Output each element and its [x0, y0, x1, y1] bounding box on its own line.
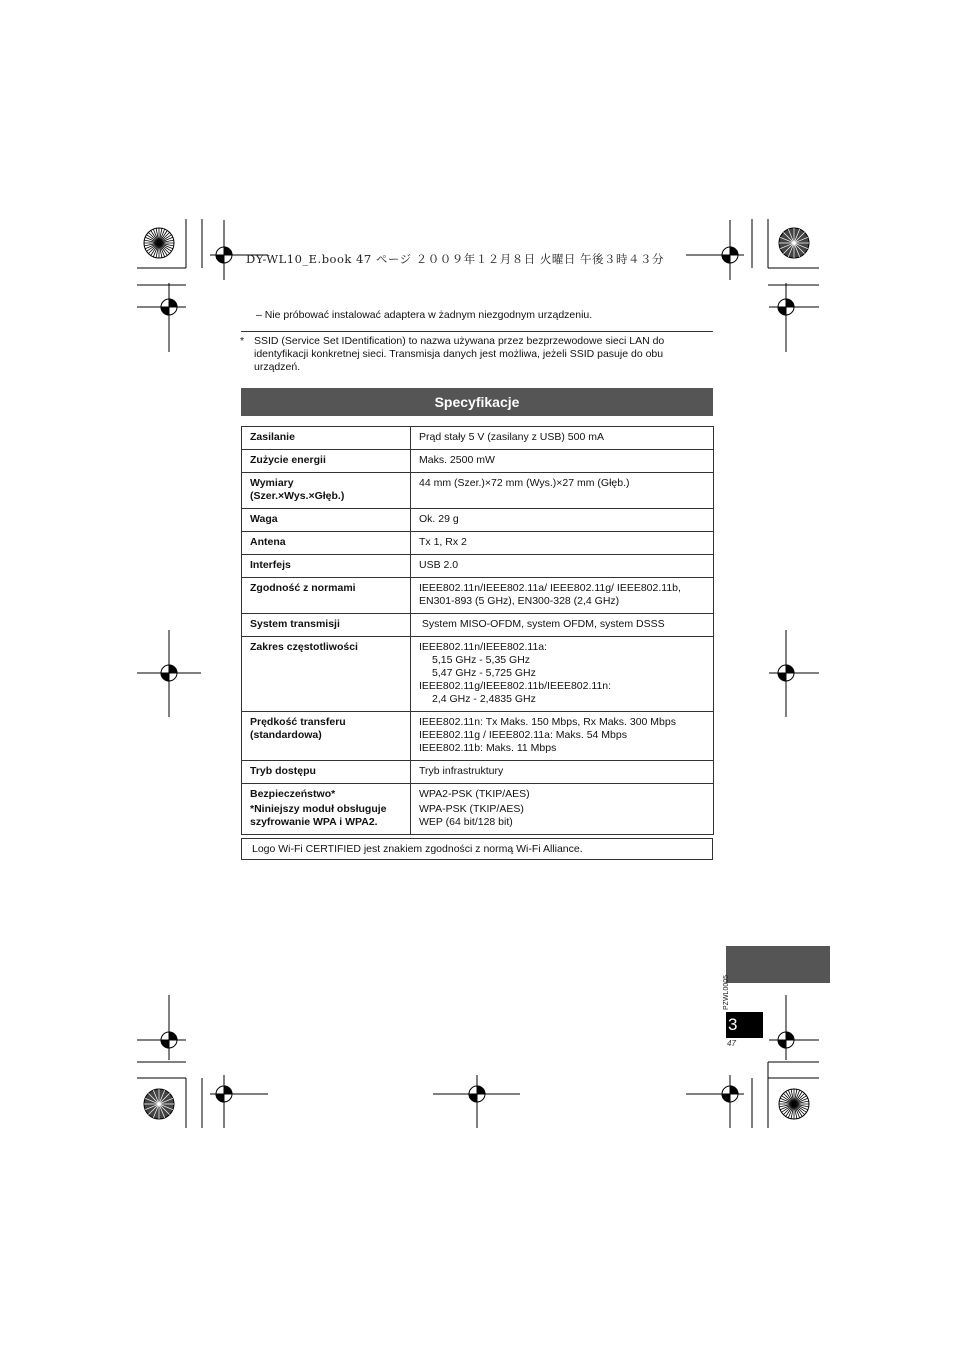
spec-value-cell	[411, 637, 714, 712]
spec-value-line: 2,4 GHz - 2,4835 GHz	[432, 693, 536, 705]
spec-label-sub: (standardowa)	[250, 729, 322, 741]
spec-value-line: IEEE802.11g/IEEE802.11b/IEEE802.11n:	[419, 680, 612, 692]
spec-value-line: IEEE802.11b: Maks. 11 Mbps	[419, 742, 557, 754]
side-tab-block	[726, 946, 830, 983]
spec-value-line: IEEE802.11g / IEEE802.11a: Maks. 54 Mbps	[419, 729, 627, 741]
spec-label: Tryb dostępu	[242, 761, 411, 784]
spec-label: Zasilanie	[242, 427, 411, 450]
spec-label: Bezpieczeństwo*	[250, 788, 336, 800]
print-header: DY-WL10_E.book 47 ページ ２００９年１２月８日 火曜日 午後３時４３分	[246, 252, 665, 266]
spec-value-line: EN301-893 (5 GHz), EN300-328 (2,4 GHz)	[419, 595, 620, 607]
footnote-marker: *	[240, 335, 245, 347]
spec-value-cell	[411, 712, 714, 761]
spec-label-cell	[242, 712, 411, 761]
table-row	[242, 427, 714, 450]
chapter-number: 3	[726, 1012, 763, 1038]
spec-value-cell	[411, 578, 714, 614]
spec-value-line: WPA-PSK (TKIP/AES)	[419, 803, 524, 815]
spec-label: Zakres częstotliwości	[242, 637, 411, 712]
spec-label-note: *Niniejszy moduł obsługuje szyfrowanie WPA i WPA2.	[250, 803, 387, 828]
table-row	[242, 712, 714, 761]
spec-value: Maks. 2500 mW	[411, 450, 714, 473]
table-row	[242, 555, 714, 578]
spec-label-sub: (Szer.×Wys.×Głęb.)	[250, 490, 345, 502]
spec-value: 44 mm (Szer.)×72 mm (Wys.)×27 mm (Głęb.)	[411, 473, 714, 509]
spec-value: Tx 1, Rx 2	[411, 532, 714, 555]
spec-value-line: IEEE802.11n/IEEE802.11a/ IEEE802.11g/ IEEE802.11b,	[419, 582, 681, 594]
table-row	[242, 473, 714, 509]
spec-table	[241, 426, 714, 835]
spec-label: Waga	[242, 509, 411, 532]
footnote-divider	[241, 331, 713, 332]
vertical-code: PZWL0005	[723, 974, 730, 1010]
spec-label: Antena	[242, 532, 411, 555]
table-row	[242, 532, 714, 555]
spec-label: Zużycie energii	[242, 450, 411, 473]
spec-label: System transmisji	[242, 614, 411, 637]
spec-value-line: IEEE802.11n: Tx Maks. 150 Mbps, Rx Maks. 300 Mbps	[419, 716, 676, 728]
spec-label: Wymiary	[250, 477, 294, 489]
spec-value: Ok. 29 g	[411, 509, 714, 532]
spec-value: Prąd stały 5 V (zasilany z USB) 500 mA	[411, 427, 714, 450]
spec-label: Zgodność z normami	[242, 578, 411, 614]
spec-value: Tryb infrastruktury	[411, 761, 714, 784]
table-row	[242, 509, 714, 532]
spec-label: Interfejs	[242, 555, 411, 578]
spec-value: USB 2.0	[411, 555, 714, 578]
spec-value-line: WPA2-PSK (TKIP/AES)	[419, 788, 530, 800]
spec-label-cell	[242, 473, 411, 509]
table-row	[242, 578, 714, 614]
table-row	[242, 450, 714, 473]
spec-value-line: 5,15 GHz - 5,35 GHz	[432, 654, 531, 666]
spec-label-cell	[242, 784, 411, 835]
table-row	[242, 761, 714, 784]
spec-value: System MISO-OFDM, system OFDM, system DSSS	[411, 614, 714, 637]
footnote-text: SSID (Service Set IDentification) to nazwa używana przez bezprzewodowe sieci LAN do identyfikacji konkretnej sieci. Transmisja danych jest możliwa, jeżeli SSID pasuje do obu urządzeń.	[254, 335, 665, 373]
section-title: Specyfikacje	[241, 388, 713, 416]
spec-value-line: 5,47 GHz - 5,725 GHz	[432, 667, 536, 679]
vertical-code-wrap	[723, 974, 733, 1012]
spec-value-line: IEEE802.11n/IEEE802.11a:	[419, 641, 548, 653]
spec-value-line: WEP (64 bit/128 bit)	[419, 816, 513, 828]
table-row	[242, 614, 714, 637]
page-number: 47	[727, 1039, 736, 1048]
table-row	[242, 784, 714, 835]
wifi-logo-note: Logo Wi-Fi CERTIFIED jest znakiem zgodności z normą Wi-Fi Alliance.	[241, 838, 713, 860]
spec-label: Prędkość transferu	[250, 716, 346, 728]
spec-value-cell	[411, 784, 714, 835]
table-row	[242, 637, 714, 712]
warning-note: – Nie próbować instalować adaptera w żadnym niezgodnym urządzeniu.	[256, 309, 593, 321]
